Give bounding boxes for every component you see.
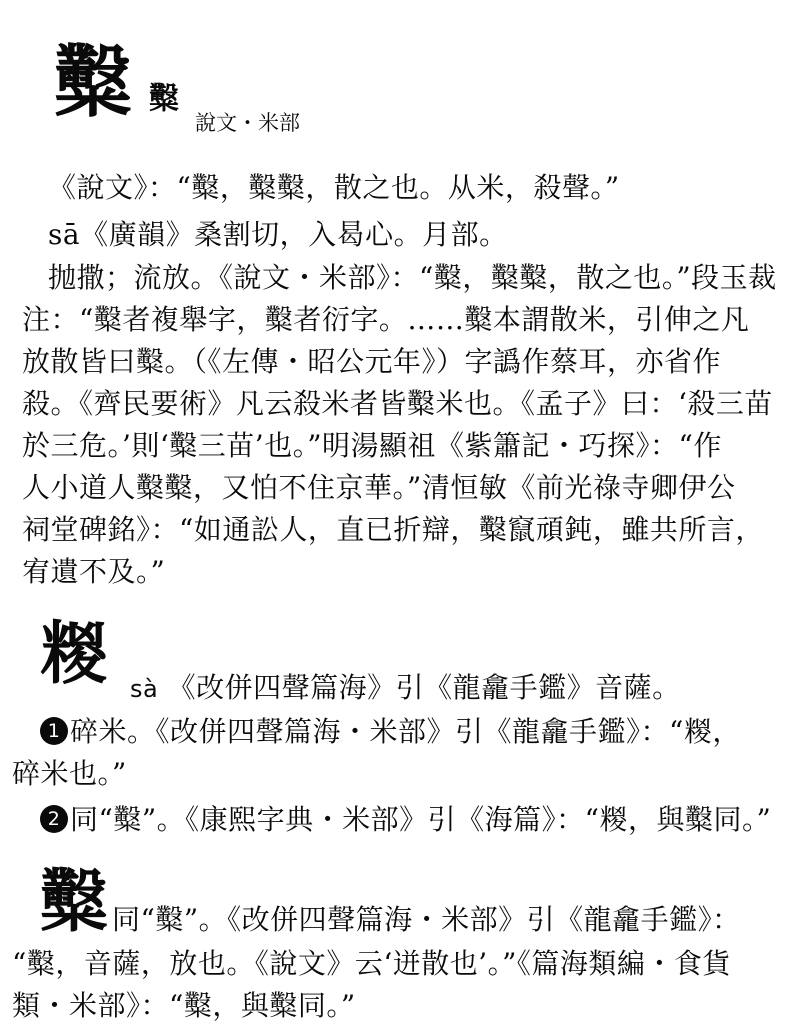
sense-number-1-icon: 1: [40, 717, 68, 745]
entry2-intro-row: [130, 668, 681, 709]
seal-script-glyph: 糳: [143, 82, 178, 108]
headword-1: 糳: [54, 37, 133, 128]
entry2-intro: 《改併四聲篇海》引《龍龕手鑑》音薩。: [167, 671, 681, 704]
entry1-line-1: 《說文》：“糳，糳糳，散之也。从米，殺聲。”: [48, 171, 620, 204]
entry1-line-9: 祠堂碑銘》：“如通訟人，直已折辯，糳竄頑鈍，雖共所言，: [22, 513, 764, 546]
entry1-line-5: 放散皆曰糳。（《左傳・昭公元年》）字譌作蔡耳，亦省作: [22, 345, 722, 378]
seal-source-label: 說文・米部: [195, 111, 300, 135]
entry1-line-3: 抛撒；流放。《說文・米部》：“糳，糳糳，散之也。”段玉裁: [48, 261, 777, 294]
entry2-sense-2-text: 同“糳”。《康熙字典・米部》引《海篇》：“糉，與糳同。”: [70, 803, 772, 836]
entry2-sense-1-text: 碎米。《改併四聲篇海・米部》引《龍龕手鑑》：“糉，: [70, 715, 741, 748]
entry1-line-8: 人小道人糳糳，又怕不住京華。”清恒敏《前光祿寺卿伊公: [22, 471, 736, 504]
entry2-pinyin: sà: [130, 675, 159, 703]
entry2-sense-1-cont: 碎米也。”: [12, 757, 127, 790]
entry1-line-4: 注：“糳者複舉字，糳者衍字。……糳本謂散米，引伸之凡: [22, 303, 750, 336]
entry1-line-6: 殺。《齊民要術》凡云殺米者皆糳米也。《孟子》曰：‘殺三苗: [22, 387, 773, 420]
headword-2: 糉: [40, 614, 109, 694]
entry3-line-2: “糳，音薩，放也。《說文》云‘迸散也’。”《篇海類編・食貨: [12, 947, 731, 980]
entry1-line-10: 宥遺不及。”: [22, 555, 166, 588]
entry1-pronunciation: sā《廣韻》桑割切，入曷心。月部。: [48, 218, 508, 251]
entry2-sense-1: [40, 712, 741, 752]
sense-number-2-icon: 2: [40, 805, 68, 833]
entry3-line-1: 同“糳”。《改併四聲篇海・米部》引《龍龕手鑑》：: [112, 903, 741, 936]
entry3-line-3: 類・米部》：“糳，與糳同。”: [12, 989, 356, 1022]
entry2-sense-2: [40, 800, 771, 840]
headword-3: 糳: [40, 862, 109, 942]
entry1-line-7: 於三危。’則‘糳三苗’也。”明湯顯祖《紫簫記・巧探》：“作: [22, 429, 722, 462]
